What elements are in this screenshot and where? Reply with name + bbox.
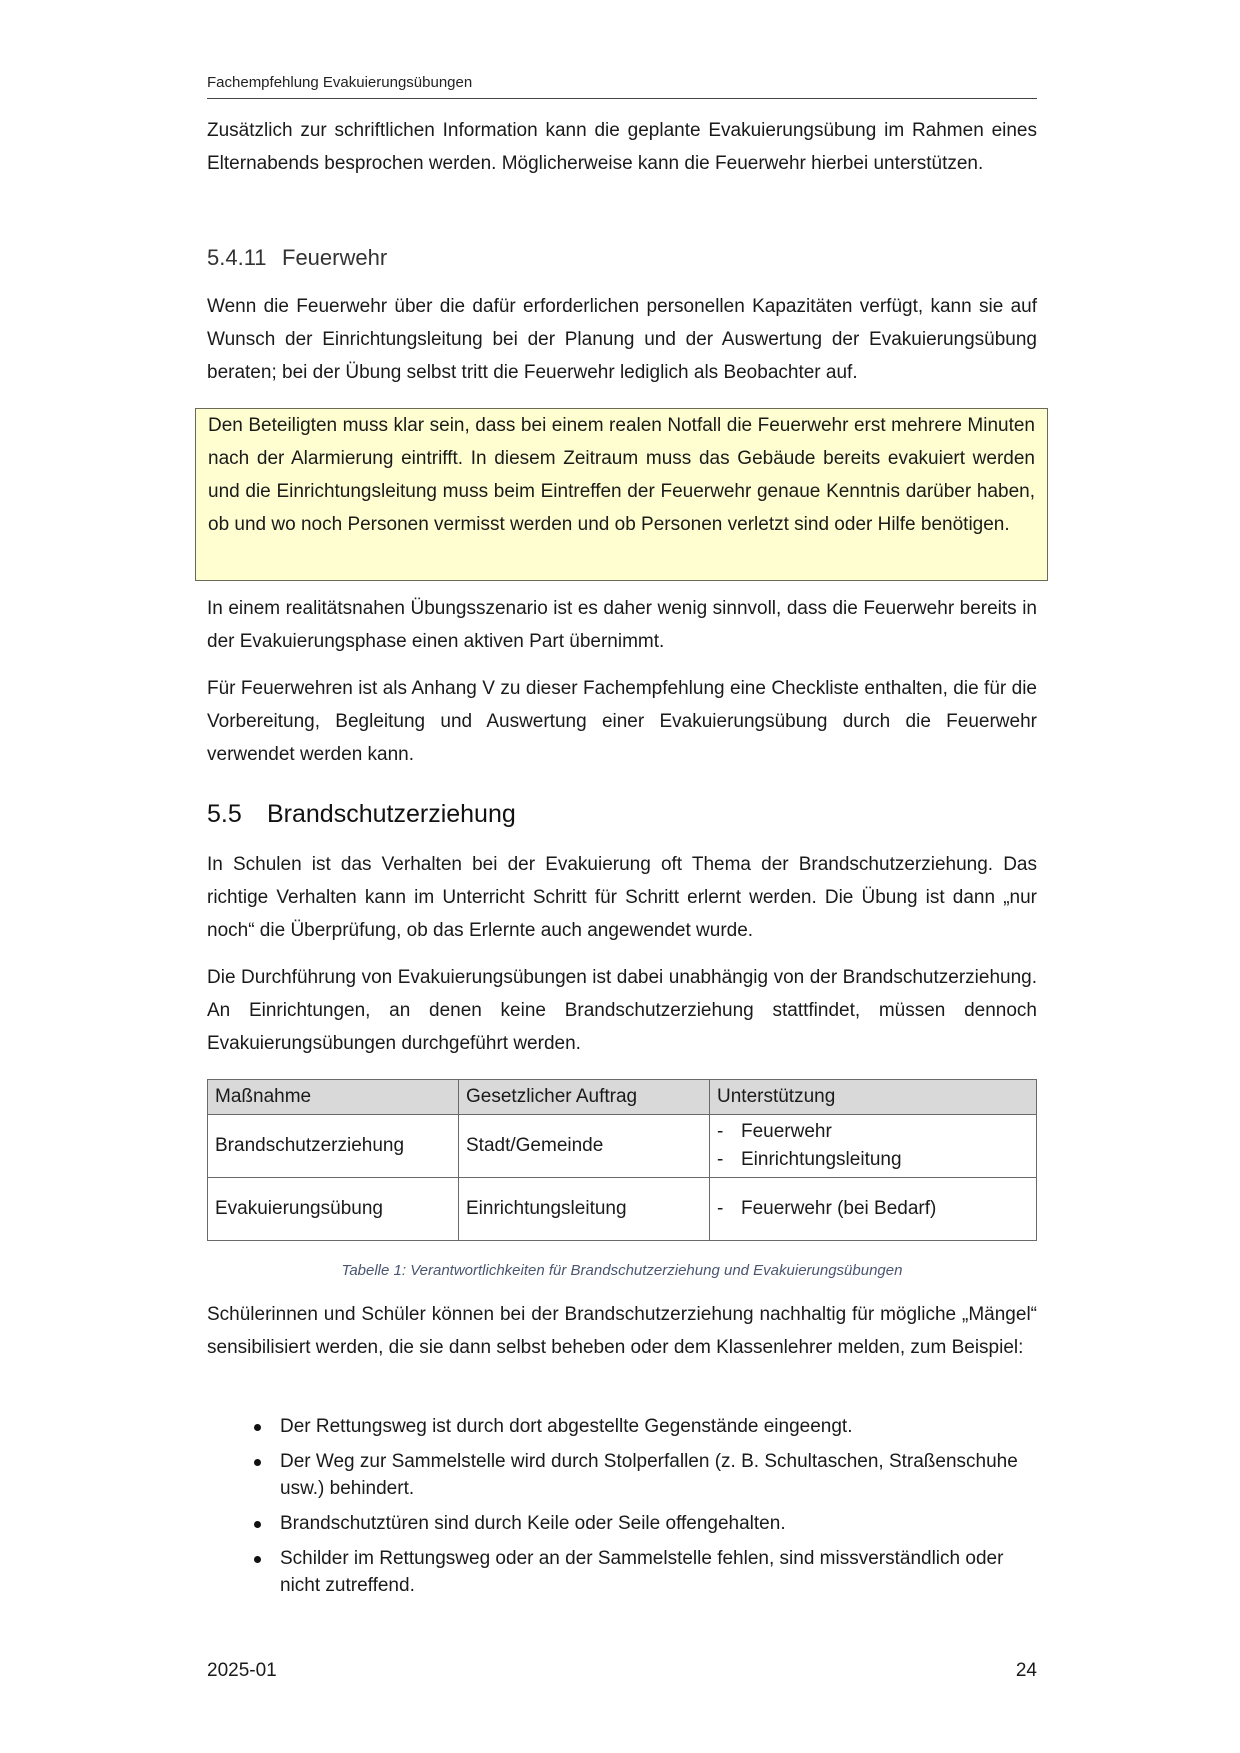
table-row xyxy=(208,1115,1037,1178)
responsibilities-table xyxy=(207,1079,1037,1241)
list-item xyxy=(207,1448,1037,1502)
support-item xyxy=(717,1195,1029,1223)
bullet-icon xyxy=(254,1459,261,1466)
bullet-icon xyxy=(254,1556,261,1563)
support-text: Feuerwehr xyxy=(741,1121,832,1142)
page-number: 24 xyxy=(1015,1660,1037,1681)
section-heading-5-5 xyxy=(207,800,516,829)
support-item xyxy=(717,1118,1029,1146)
paragraph-text: Schülerinnen und Schüler können bei der Brandschutzerziehung nachhaltig für mögliche „Mängel“ sensibilisiert werden, die sie dann selbst beheben oder dem Klassenlehrer melden, zum Beispiel: xyxy=(207,1304,1037,1358)
dash-marker: - xyxy=(717,1121,724,1142)
support-text: Feuerwehr (bei Bedarf) xyxy=(741,1198,937,1219)
bullet-icon xyxy=(254,1521,261,1528)
paragraph-text: In einem realitätsnahen Übungsszenario ist es daher wenig sinnvoll, dass die Feuerwehr bereits in der Evakuierungsphase einen aktiven Part übernimmt. xyxy=(207,598,1037,652)
list-item-text: Der Rettungsweg ist durch dort abgestellte Gegenstände eingeengt. xyxy=(280,1416,853,1437)
dash-marker: - xyxy=(717,1198,724,1219)
list-item-text: Der Weg zur Sammelstelle wird durch Stolperfallen (z. B. Schultaschen, Straßenschuhe usw.) behindert. xyxy=(280,1451,1018,1499)
bullet-list xyxy=(207,1413,1037,1607)
column-header-auftrag: Gesetzlicher Auftrag xyxy=(459,1080,710,1115)
cell-unterstuetzung xyxy=(710,1178,1037,1241)
note-text: Den Beteiligten muss klar sein, dass bei einem realen Notfall die Feuerwehr erst mehrere Minuten nach der Alarmierung eintrifft. In diesem Zeitraum muss das Gebäude bereits evakuiert werden und die Einrichtungsleitung muss beim Eintreffen der Feuerwehr genaue Kenntnis darüber haben, ob und wo noch Personen vermisst werden und ob Personen verletzt sind oder Hilfe benötigen. xyxy=(208,415,1035,535)
paragraph-text: Für Feuerwehren ist als Anhang V zu dieser Fachempfehlung eine Checkliste enthalten, die für die Vorbereitung, Begleitung und Auswertung einer Evakuierungsübung durch die Feuerwehr verwendet werden kann. xyxy=(207,678,1037,765)
cell-massnahme: Evakuierungsübung xyxy=(208,1178,459,1241)
table-row xyxy=(208,1178,1037,1241)
paragraph-uebungsszenario xyxy=(207,592,1037,658)
column-header-massnahme: Maßnahme xyxy=(208,1080,459,1115)
list-item-text: Brandschutztüren sind durch Keile oder Seile offengehalten. xyxy=(280,1513,786,1534)
cell-auftrag: Einrichtungsleitung xyxy=(459,1178,710,1241)
cell-massnahme: Brandschutzerziehung xyxy=(208,1115,459,1178)
list-item xyxy=(207,1413,1037,1440)
support-item xyxy=(717,1146,1029,1174)
section-number: 5.4.11 xyxy=(207,245,267,270)
paragraph-durchfuehrung xyxy=(207,961,1037,1060)
section-number: 5.5 xyxy=(207,800,242,828)
list-item-text: Schilder im Rettungsweg oder an der Sammelstelle fehlen, sind missverständlich oder nicht zutreffend. xyxy=(280,1548,1004,1596)
section-title: Feuerwehr xyxy=(282,245,388,270)
cell-unterstuetzung xyxy=(710,1115,1037,1178)
header-title: Fachempfehlung Evakuierungsübungen xyxy=(207,74,473,91)
list-item xyxy=(207,1545,1037,1599)
support-list xyxy=(717,1118,1029,1174)
cell-auftrag: Stadt/Gemeinde xyxy=(459,1115,710,1178)
highlight-note-box xyxy=(195,408,1048,581)
footer-date: 2025-01 xyxy=(207,1660,277,1681)
dash-marker: - xyxy=(717,1149,724,1170)
paragraph-feuerwehr xyxy=(207,290,1037,389)
table-caption: Tabelle 1: Verantwortlichkeiten für Brandschutzerziehung und Evakuierungsübungen xyxy=(341,1262,903,1279)
paragraph-text: Wenn die Feuerwehr über die dafür erforderlichen personellen Kapazitäten verfügt, kann sie auf Wunsch der Einrichtungsleitung bei der Planung und der Auswertung der Evakuierungsübung beraten; bei der Übung selbst tritt die Feuerwehr lediglich als Beobachter auf. xyxy=(207,296,1037,383)
section-heading-5-4-11 xyxy=(207,245,387,271)
section-title: Brandschutzerziehung xyxy=(267,800,516,828)
paragraph-text: Die Durchführung von Evakuierungsübungen ist dabei unabhängig von der Brandschutzerziehung. An Einrichtungen, an denen keine Brandschutzerziehung stattfindet, müssen dennoch Evakuierungsübungen durchgeführt werden. xyxy=(207,967,1037,1054)
support-list xyxy=(717,1195,1029,1223)
paragraph-text: In Schulen ist das Verhalten bei der Evakuierung oft Thema der Brandschutzerziehung. Das richtige Verhalten kann im Unterricht Schritt für Schritt erlernt werden. Die Übung ist dann „nur noch“ die Überprüfung, ob das Erlernte auch angewendet wurde. xyxy=(207,854,1037,941)
paragraph-checkliste xyxy=(207,672,1037,771)
bullet-icon xyxy=(254,1424,261,1431)
table-header-row xyxy=(208,1080,1037,1115)
paragraph-text: Zusätzlich zur schriftlichen Information kann die geplante Evakuierungsübung im Rahmen eines Elternabends besprochen werden. Möglicherweise kann die Feuerwehr hierbei unterstützen. xyxy=(207,120,1037,174)
paragraph-schulen xyxy=(207,848,1037,947)
paragraph-elternabend xyxy=(207,114,1037,180)
support-text: Einrichtungsleitung xyxy=(741,1149,902,1170)
list-item xyxy=(207,1510,1037,1537)
column-header-unterstuetzung: Unterstützung xyxy=(710,1080,1037,1115)
paragraph-schueler xyxy=(207,1298,1037,1364)
running-header xyxy=(207,72,1037,99)
